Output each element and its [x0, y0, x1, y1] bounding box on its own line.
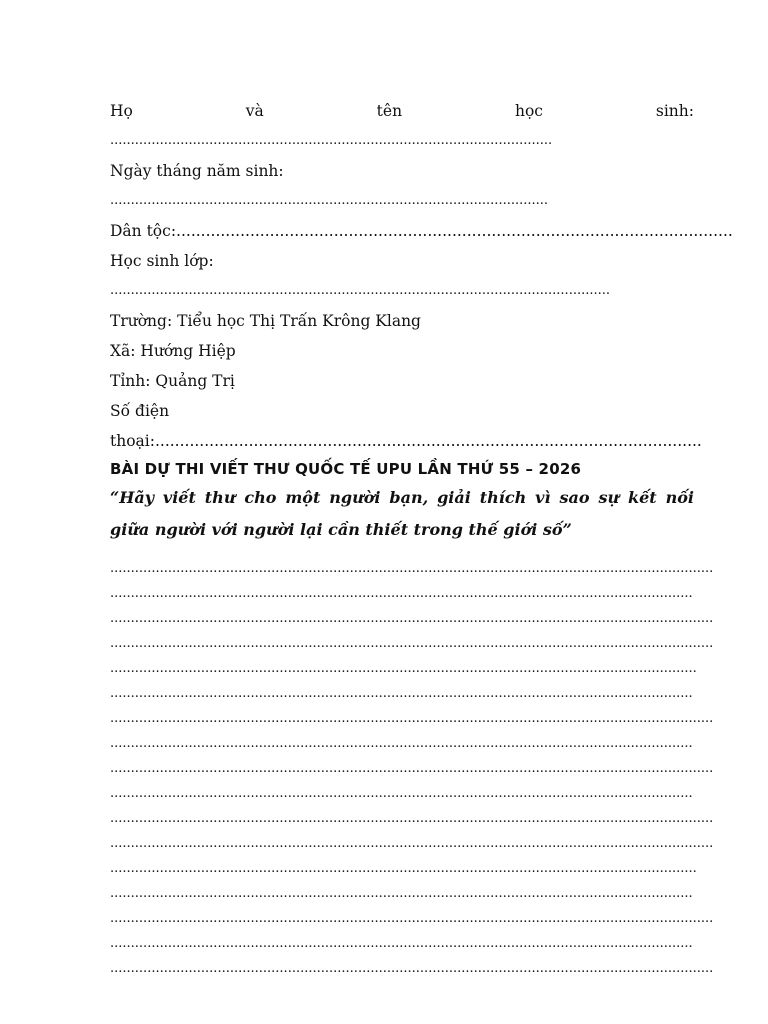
writing-line[interactable]: ..................................................................................................................................................: [110, 811, 714, 826]
writing-line[interactable]: ..................................................................................................................................................: [110, 611, 714, 626]
commune-info: Xã: Hướng Hiệp: [110, 342, 236, 360]
writing-line[interactable]: ..................................................................................................................................................: [110, 561, 714, 576]
student-name-label: [110, 96, 694, 126]
class-field[interactable]: .........................................................................................................................: [110, 283, 611, 298]
student-name-field[interactable]: ...........................................................................................................: [110, 133, 553, 148]
writing-line[interactable]: ..................................................................................................................................................: [110, 761, 714, 776]
name-word: Họ: [110, 102, 133, 120]
writing-area[interactable]: [110, 556, 714, 981]
school-info: Trường: Tiểu học Thị Trấn Krông Klang: [110, 312, 421, 330]
writing-line[interactable]: ..............................................................................................................................................: [110, 861, 697, 876]
date-of-birth-field[interactable]: ..........................................................................................................: [110, 193, 549, 208]
contest-prompt: “Hãy viết thư cho một người bạn, giải thích vì sao sự kết nối giữa người với người lại cần thiết trong thế giới số”: [110, 488, 694, 539]
writing-line[interactable]: ..................................................................................................................................................: [110, 961, 714, 976]
writing-line[interactable]: ..................................................................................................................................................: [110, 711, 714, 726]
name-word: học: [514, 102, 543, 120]
phone-field[interactable]: thoại:...............................................................................................................: [110, 432, 702, 450]
date-of-birth-label: Ngày tháng năm sinh:: [110, 162, 284, 180]
writing-line[interactable]: .............................................................................................................................................: [110, 786, 693, 801]
name-word: và: [245, 102, 264, 120]
writing-line[interactable]: .............................................................................................................................................: [110, 686, 693, 701]
class-label: Học sinh lớp:: [110, 252, 214, 270]
name-word: tên: [376, 102, 403, 120]
province-info: Tỉnh: Quảng Trị: [110, 372, 235, 390]
writing-line[interactable]: ..................................................................................................................................................: [110, 911, 714, 926]
writing-line[interactable]: ..............................................................................................................................................: [110, 661, 697, 676]
phone-label: Số điện: [110, 402, 170, 420]
ethnicity-field[interactable]: Dân tộc:.................................................................................................................: [110, 222, 733, 240]
writing-line[interactable]: ..................................................................................................................................................: [110, 836, 714, 851]
writing-line[interactable]: .............................................................................................................................................: [110, 886, 693, 901]
letter-form-page: [110, 96, 733, 981]
writing-line[interactable]: .............................................................................................................................................: [110, 736, 693, 751]
contest-title: BÀI DỰ THI VIẾT THƯ QUỐC TẾ UPU LẦN THỨ 55 – 2026: [110, 460, 582, 478]
name-word: sinh:: [655, 102, 694, 120]
writing-line[interactable]: ..................................................................................................................................................: [110, 636, 714, 651]
writing-line[interactable]: .............................................................................................................................................: [110, 586, 693, 601]
writing-line[interactable]: .............................................................................................................................................: [110, 936, 693, 951]
